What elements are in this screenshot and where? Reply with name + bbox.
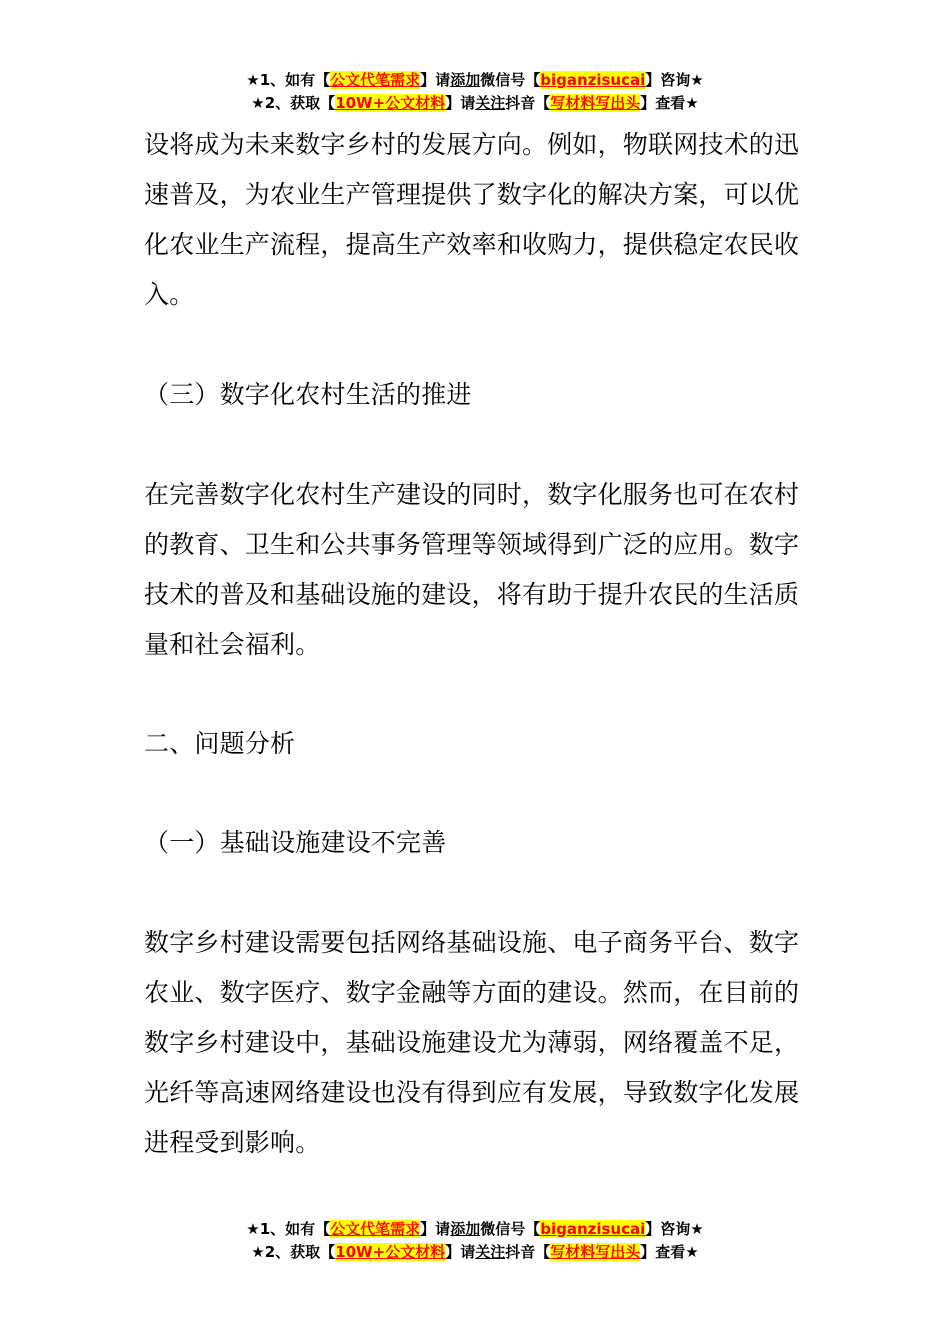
section-heading-rural-life: （三）数字化农村生活的推进 bbox=[144, 380, 472, 409]
materials-highlight: 10W+公文材料 bbox=[335, 1243, 446, 1261]
header-banner bbox=[0, 69, 950, 115]
footer-banner bbox=[0, 1218, 950, 1264]
paragraph-infrastructure-issues: 数字乡村建设需要包括网络基础设施、电子商务平台、数字农业、数字医疗、数字金融等方面的建设。然而，在目前的数字乡村建设中，基础设施建设尤为薄弱，网络覆盖不足，光纤等高速网络建设也没有得到应有发展，导致数字化发展进程受到影响。 bbox=[144, 928, 800, 1157]
banner-line-1: ★1、如有【公文代笔需求】请添加微信号【biganzisucai】咨询★ bbox=[246, 71, 704, 89]
service-highlight: 公文代笔需求 bbox=[330, 1220, 421, 1238]
banner-line-2: ★2、获取【10W+公文材料】请关注抖音【写材料写出头】查看★ bbox=[251, 1243, 699, 1261]
douyin-id-highlight: 写材料写出头 bbox=[550, 1243, 641, 1261]
section-heading-infrastructure: （一）基础设施建设不完善 bbox=[144, 828, 447, 857]
chapter-heading-problem-analysis: 二、问题分析 bbox=[144, 729, 296, 758]
paragraph-digital-agriculture: 设将成为未来数字乡村的发展方向。例如，物联网技术的迅速普及，为农业生产管理提供了数字化的解决方案，可以优化农业生产流程，提高生产效率和收购力，提供稳定农民收入。 bbox=[144, 130, 800, 309]
wechat-id-highlight: biganzisucai bbox=[540, 71, 646, 89]
materials-highlight: 10W+公文材料 bbox=[335, 94, 446, 112]
banner-line-1: ★1、如有【公文代笔需求】请添加微信号【biganzisucai】咨询★ bbox=[246, 1220, 704, 1238]
douyin-id-highlight: 写材料写出头 bbox=[550, 94, 641, 112]
service-highlight: 公文代笔需求 bbox=[330, 71, 421, 89]
wechat-id-highlight: biganzisucai bbox=[540, 1220, 646, 1238]
banner-line-2: ★2、获取【10W+公文材料】请关注抖音【写材料写出头】查看★ bbox=[251, 94, 699, 112]
paragraph-rural-services: 在完善数字化农村生产建设的同时，数字化服务也可在农村的教育、卫生和公共事务管理等领域得到广泛的应用。数字技术的普及和基础设施的建设，将有助于提升农民的生活质量和社会福利。 bbox=[144, 480, 800, 659]
